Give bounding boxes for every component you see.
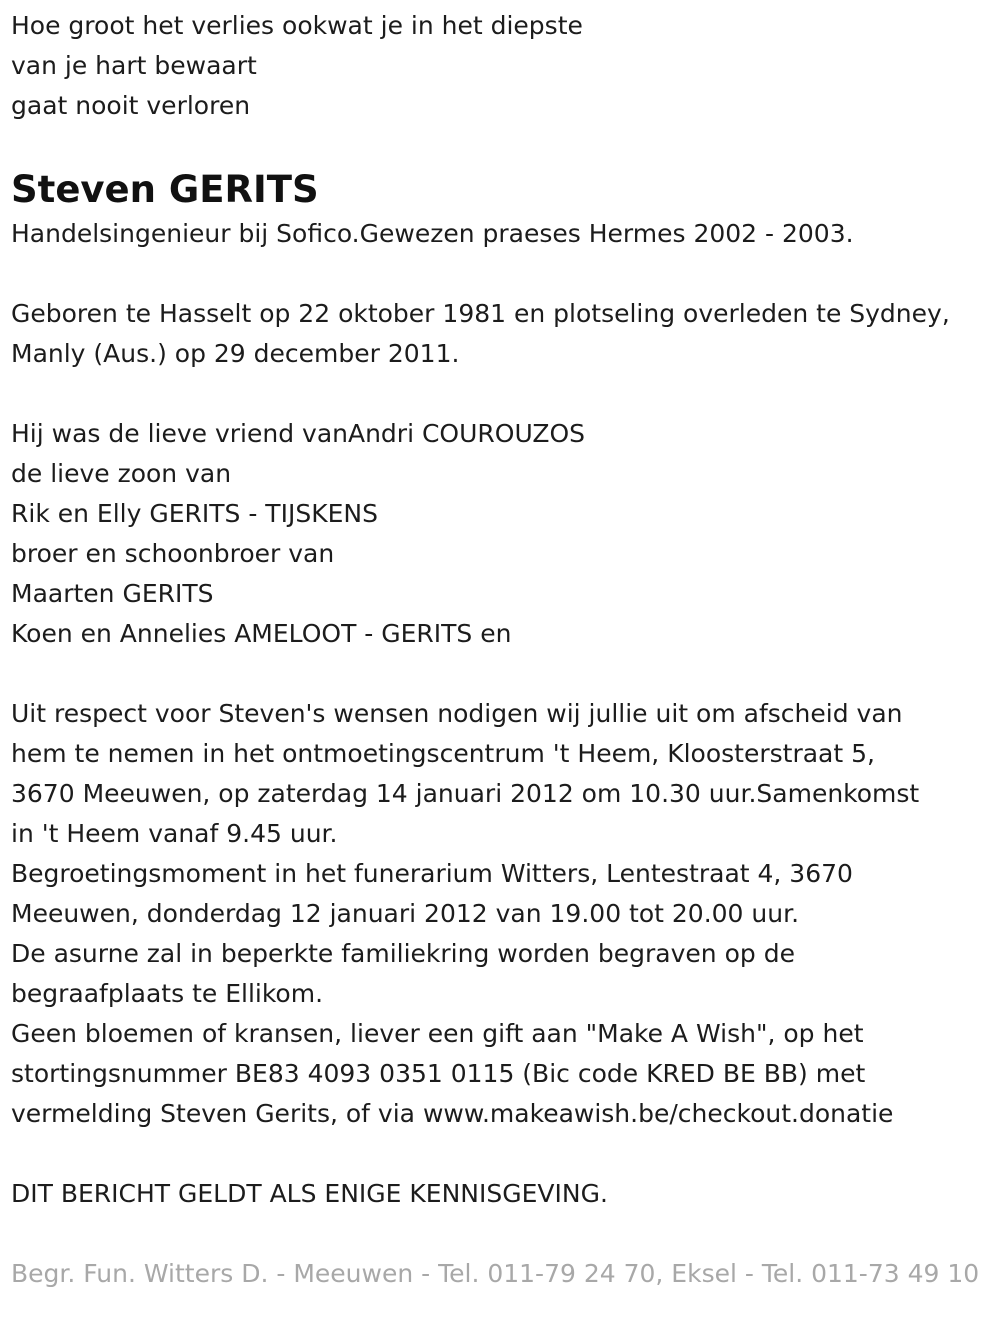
notice-statement: DIT BERICHT GELDT ALS ENIGE KENNISGEVING. <box>11 1179 608 1208</box>
poem <box>11 6 996 126</box>
ceremony-line: in 't Heem vanaf 9.45 uur. <box>11 819 338 848</box>
profession: Handelsingenieur bij Sofico.Gewezen praeses Hermes 2002 - 2003. <box>11 219 854 248</box>
ceremony-line: De asurne zal in beperkte familiekring worden begraven op de <box>11 939 795 968</box>
birth-line: Geboren te Hasselt op 22 oktober 1981 en plotseling overleden te Sydney, <box>11 299 950 328</box>
ceremony-line: stortingsnummer BE83 4093 0351 0115 (Bic code KRED BE BB) met <box>11 1059 866 1088</box>
family-line: broer en schoonbroer van <box>11 539 335 568</box>
family-line: Rik en Elly GERITS - TIJSKENS <box>11 499 378 528</box>
poem-line: gaat nooit verloren <box>11 91 251 120</box>
funeral-home-footer: Begr. Fun. Witters D. - Meeuwen - Tel. 011-79 24 70, Eksel - Tel. 011-73 49 10 <box>11 1259 980 1288</box>
ceremony-line: Meeuwen, donderdag 12 januari 2012 van 19.00 tot 20.00 uur. <box>11 899 800 928</box>
family-line: Hij was de lieve vriend vanAndri COUROUZOS <box>11 419 585 448</box>
deceased-name: Steven GERITS <box>11 168 319 211</box>
family-line: de lieve zoon van <box>11 459 232 488</box>
ceremony-line: begraafplaats te Ellikom. <box>11 979 324 1008</box>
ceremony-line: Uit respect voor Steven's wensen nodigen wij jullie uit om afscheid van <box>11 699 903 728</box>
obituary-notice <box>11 6 996 1294</box>
ceremony-line: hem te nemen in het ontmoetingscentrum 't Heem, Kloosterstraat 5, <box>11 739 875 768</box>
family-line: Koen en Annelies AMELOOT - GERITS en <box>11 619 512 648</box>
ceremony-line: vermelding Steven Gerits, of via www.makeawish.be/checkout.donatie <box>11 1099 894 1128</box>
birth-line: Manly (Aus.) op 29 december 2011. <box>11 339 460 368</box>
ceremony-line: Begroetingsmoment in het funerarium Witters, Lentestraat 4, 3670 <box>11 859 853 888</box>
ceremony-info <box>11 694 996 1134</box>
family-line: Maarten GERITS <box>11 579 214 608</box>
ceremony-line: Geen bloemen of kransen, liever een gift aan "Make A Wish", op het <box>11 1019 864 1048</box>
birth-death-info <box>11 294 996 374</box>
poem-line: Hoe groot het verlies ookwat je in het diepste <box>11 11 583 40</box>
family-list <box>11 414 996 654</box>
poem-line: van je hart bewaart <box>11 51 257 80</box>
ceremony-line: 3670 Meeuwen, op zaterdag 14 januari 2012 om 10.30 uur.Samenkomst <box>11 779 920 808</box>
